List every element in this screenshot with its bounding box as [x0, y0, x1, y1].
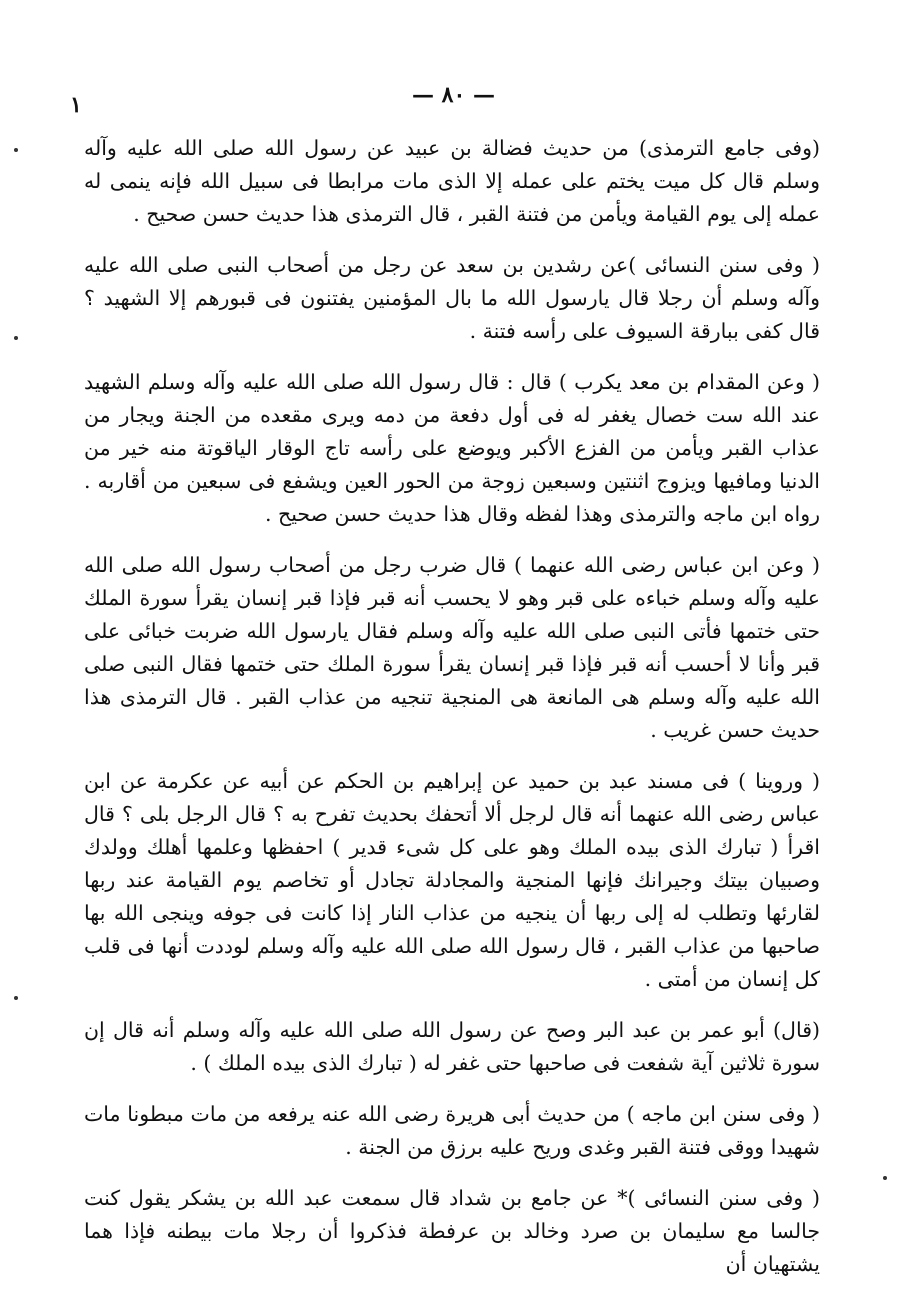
corner-mark: ١	[70, 92, 82, 118]
paragraph: ( وعن ابن عباس رضى الله عنهما ) قال ضرب رجل من أصحاب رسول الله صلى الله عليه وآله وسلم خباءه على قبر وهو لا يحسب أنه قبر فإذا قبر إنسان يقرأ سورة الملك حتى ختمها فأتى النبى صلى الله عليه وآله وسلم فقال يارسول الله ضربت خبائى على قبر وأنا لا أحسب أنه قبر فإذا قبر إنسان يقرأ سورة الملك حتى ختمها فقال النبى صلى الله عليه وآله وسلم هى المانعة هى المنجية تنجيه من عذاب القبر . قال الترمذى هذا حديث حسن غريب .	[84, 553, 820, 742]
scan-speck	[14, 996, 18, 1000]
body-text	[84, 132, 820, 1291]
scan-speck	[883, 1176, 887, 1180]
paragraph: ( وروينا ) فى مسند عبد بن حميد عن إبراهيم بن الحكم عن أبيه عن عكرمة عن ابن عباس رضى الله عنهما أنه قال لرجل ألا أتحفك بحديث تفرح به ؟ قال الرجل بلى ؟ قال اقرأ ( تبارك الذى بيده الملك وهو على كل شىء قدير ) احفظها وعلمها أهلك وولدك وصبيان بيتك وجيرانك فإنها المنجية والمجادلة تجادل أو تخاصم يوم القيامة عند ربها لقارئها وتطلب له إلى ربها أن ينجيه من عذاب النار إذا كانت فى جوفه وينجى الله بها صاحبها من عذاب القبر ، قال رسول الله صلى الله عليه وآله وسلم لوددت أنها فى قلب كل إنسان من أمتى .	[84, 769, 820, 991]
scan-speck	[14, 336, 18, 340]
paragraph: (قال) أبو عمر بن عبد البر وصح عن رسول الله صلى الله عليه وآله وسلم أنه قال إن سورة ثلاثين آية شفعت فى صاحبها حتى غفر له ( تبارك الذى بيده الملك ) .	[84, 1018, 820, 1075]
page-number: — ٨٠ —	[412, 82, 495, 108]
paragraph: ( وفى سنن النسائى )* عن جامع بن شداد قال سمعت عبد الله بن يشكر يقول كنت جالسا مع سليمان بن صرد وخالد بن عرفطة فذكروا أن رجلا مات بيطنه فإذا هما يشتهيان أن	[84, 1186, 820, 1276]
paragraph: ( وعن المقدام بن معد يكرب ) قال : قال رسول الله صلى الله عليه وآله وسلم الشهيد عند الله ست خصال يغفر له فى أول دفعة من دمه ويرى مقعده من الجنة ويجار من عذاب القبر ويأمن من الفزع الأكبر ويوضع على رأسه تاج الوقار الياقوتة منه خير من الدنيا ومافيها ويزوج اثنتين وسبعين زوجة من الحور العين ويشفع فى سبعين من أقاربه . رواه ابن ماجه والترمذى وهذا لفظه وقال هذا حديث حسن صحيح .	[84, 370, 820, 526]
paragraph: ( وفى سنن ابن ماجه ) من حديث أبى هريرة رضى الله عنه يرفعه من مات مبطونا مات شهيدا ووقى فتنة القبر وغدى وريح عليه برزق من الجنة .	[84, 1102, 820, 1159]
paragraph: (وفى جامع الترمذى) من حديث فضالة بن عبيد عن رسول الله صلى الله عليه وآله وسلم قال كل ميت يختم على عمله إلا الذى مات مرابطا فى سبيل الله فإنه ينمى له عمله إلى يوم القيامة ويأمن من فتنة القبر ، قال الترمذى هذا حديث حسن صحيح .	[84, 136, 820, 226]
paragraph: ( وفى سنن النسائى )عن رشدين بن سعد عن رجل من أصحاب النبى صلى الله عليه وآله وسلم أن رجلا قال يارسول الله ما بال المؤمنين يفتنون فى قبورهم إلا الشهيد ؟ قال كفى ببارقة السيوف على رأسه فتنة .	[84, 253, 820, 343]
scan-speck	[14, 148, 18, 152]
